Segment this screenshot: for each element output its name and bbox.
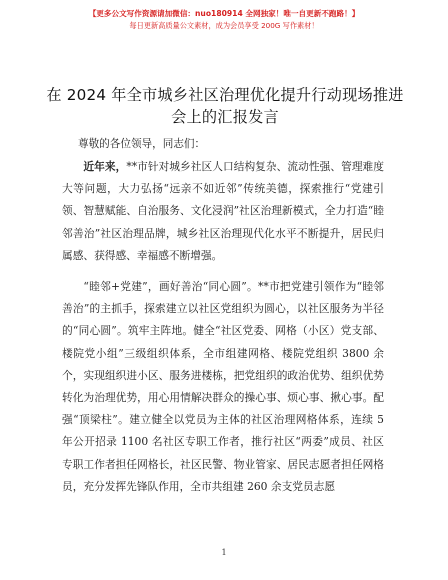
- paragraph-1-lead: 近年来，: [83, 160, 127, 173]
- paragraph-1-text: **市针对城乡社区人口结构复杂、流动性强、管理难度大等问题，大力弘扬“远亲不如近邻”传统美德，探索推行“党建引领、智慧赋能、自治服务、文化浸润”社区治理新模式，全力打造“睦邻善治”社区治理品牌，城乡社区治理现代化水平不断提升，居民归属感、获得感、幸福感不断增强。: [62, 160, 384, 262]
- paragraph-1: [62, 156, 384, 267]
- document-body: [62, 156, 384, 507]
- promo-line-2: 每日更新高质量公文素材，成为会员享受 200G 写作素材！: [129, 21, 319, 30]
- document-title: 在 2024 年全市城乡社区治理优化提升行动现场推进会上的汇报发言: [46, 86, 404, 126]
- promo-banner: [0, 8, 448, 32]
- page-number: 1: [221, 548, 227, 557]
- paragraph-2: [62, 276, 384, 498]
- promo-line-1: 【更多公文写作资源请加微信：nuo180914 全网独家！唯一自更新不跑路！】: [88, 9, 360, 18]
- paragraph-2-text: “睦邻+党建”，画好善治“同心圆”。**市把党建引领作为“睦邻善治”的主抓手，探索建立以社区党组织为圆心，以社区服务为半径的“同心圆”。筑牢主阵地。健全“社区党委、网格（小区）党支部、楼院党小组”三级组织体系，全市组建网格、楼院党组织 3800 余个，实现组织进小区、服务进楼栋，把党组织的政治优势、组织优势转化为治理优势，用心用情解决群众的操心事、烦心事、揪心事。配强“顶梁柱”。建立健全以党员为主体的社区治理网格体系，连续 5 年公开招录 1100 名社区专职工作者，推行社区“两委”成员、社区专职工作者担任网格长，社区民警、物业管家、居民志愿者担任网格员，充分发挥先锋队作用，全市共组建 260 余支党员志愿: [62, 280, 384, 493]
- salutation: 尊敬的各位领导，同志们：: [78, 138, 206, 150]
